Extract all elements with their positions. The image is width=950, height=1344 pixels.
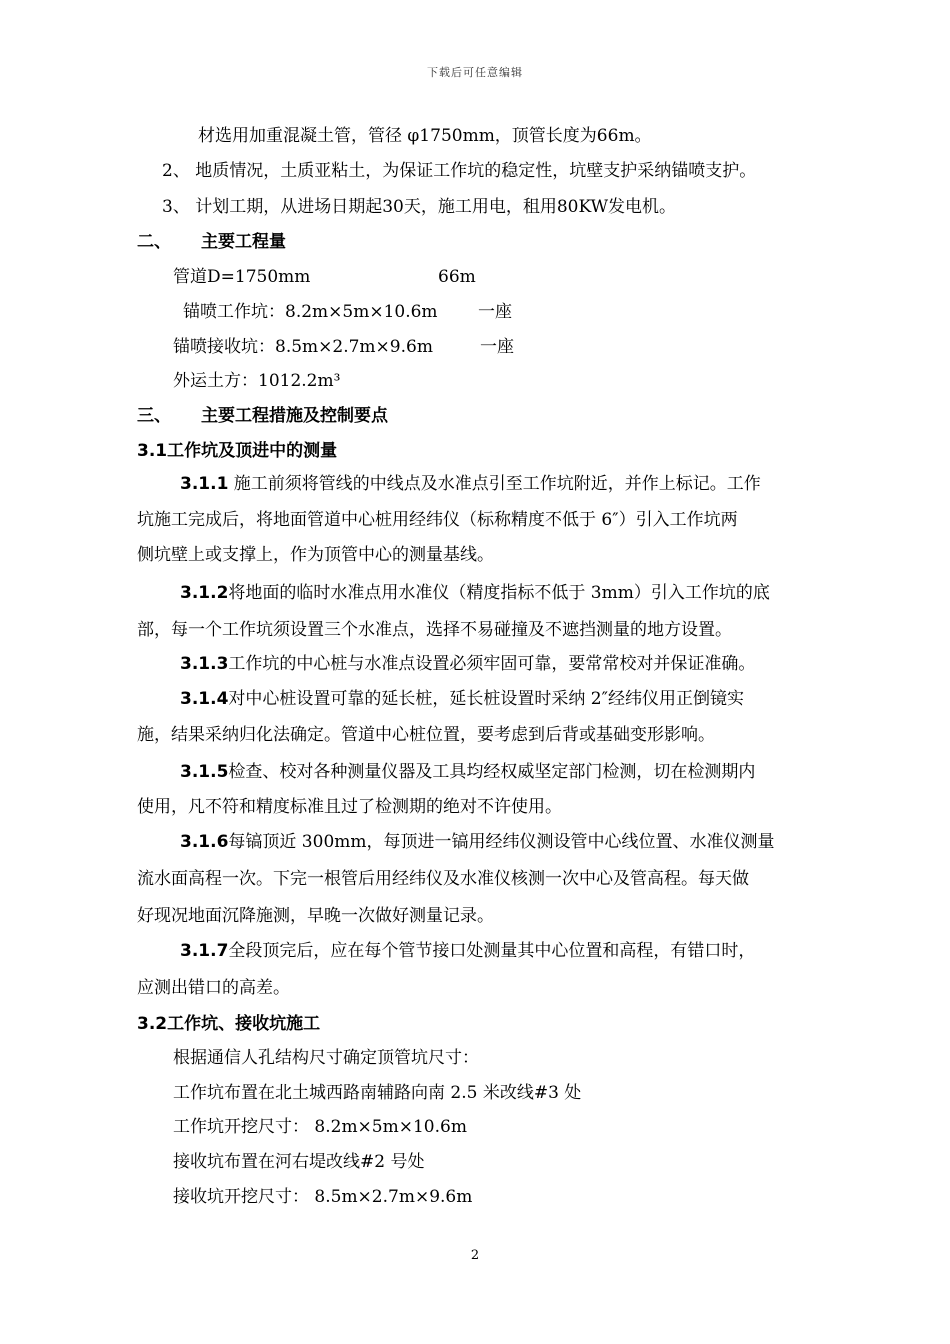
para-3-1-3-line-1: 3.1.3工作坑的中心桩与水准点设置必须牢固可靠，要常常校对并保证准确。 — [180, 654, 756, 674]
section-2-number: 二、 — [137, 232, 171, 252]
para-number: 3.1.4 — [180, 689, 229, 709]
para-3-1-7-line-1: 3.1.7全段顶完后，应在每个管节接口处测量其中心位置和高程，有错口时， — [180, 941, 756, 961]
section-3-number: 三、 — [137, 406, 171, 426]
intro-line-1: 材选用加重混凝土管，管径 φ1750mm，顶管长度为66m。 — [198, 126, 652, 146]
para-3-1-5-line-1: 3.1.5检查、校对各种测量仪器及工具均经权威坚定部门检测，切在检测期内 — [180, 762, 756, 782]
para-3-1-1-line-2: 坑施工完成后，将地面管道中心桩用经纬仪（标称精度不低于 6″）引入工作坑两 — [137, 510, 738, 530]
quantity-row-soil: 外运土方：1012.2m³ — [173, 371, 341, 391]
quantity-row-work-pit: 锚喷工作坑：8.2m×5m×10.6m — [183, 302, 438, 322]
s32-line-1: 根据通信人孔结构尺寸确定顶管坑尺寸： — [173, 1048, 479, 1068]
para-number: 3.1.7 — [180, 941, 229, 961]
para-3-1-5-line-2: 使用，凡不符和精度标准且过了检测期的绝对不许使用。 — [137, 797, 562, 817]
para-3-1-1-line-1: 3.1.1 施工前须将管线的中线点及水准点引至工作坑附近，并作上标记。工作 — [180, 474, 761, 494]
para-3-1-2-line-1: 3.1.2将地面的临时水准点用水准仪（精度指标不低于 3mm）引入工作坑的底 — [180, 583, 770, 603]
quantity-label: 管道D=1750mm — [173, 267, 311, 287]
para-3-1-4-line-1: 3.1.4对中心桩设置可靠的延长桩，延长桩设置时采纳 2″经纬仪用正倒镜实 — [180, 689, 744, 709]
para-3-1-6-line-1: 3.1.6每镐顶近 300mm，每顶进一镐用经纬仪测设管中心线位置、水准仪测量 — [180, 832, 775, 852]
intro-item-2: 2、 地质情况，土质亚粘土，为保证工作坑的稳定性，坑壁支护采纳锚喷支护。 — [162, 161, 757, 181]
quantity-row-pipe — [173, 265, 310, 289]
para-3-1-2-line-2: 部，每一个工作坑须设置三个水准点，选择不易碰撞及不遮挡测量的地方设置。 — [137, 620, 732, 640]
quantity-value-work-pit: 一座 — [478, 302, 512, 322]
section-2-title: 主要工程量 — [201, 232, 286, 252]
para-3-1-6-line-2: 流水面高程一次。下完一根管后用经纬仪及水准仪核测一次中心及管高程。每天做 — [137, 869, 749, 889]
subsection-3-1-title: 3.1工作坑及顶进中的测量 — [137, 441, 338, 461]
subsection-3-2-title: 3.2工作坑、接收坑施工 — [137, 1014, 321, 1034]
para-3-1-7-line-2: 应测出错口的高差。 — [137, 978, 290, 998]
section-3-title: 主要工程措施及控制要点 — [201, 406, 388, 426]
page-number: 2 — [470, 1248, 480, 1263]
para-number: 3.1.5 — [180, 762, 229, 782]
s32-line-2: 工作坑布置在北土城西路南辅路向南 2.5 米改线#3 处 — [173, 1083, 582, 1103]
s32-line-3: 工作坑开挖尺寸： 8.2m×5m×10.6m — [173, 1117, 467, 1137]
s32-line-5: 接收坑开挖尺寸： 8.5m×2.7m×9.6m — [173, 1187, 473, 1207]
quantity-value-pipe: 66m — [438, 267, 476, 287]
quantity-row-receive-pit: 锚喷接收坑：8.5m×2.7m×9.6m — [173, 337, 433, 357]
para-number: 3.1.1 — [180, 474, 229, 494]
section-3-heading — [137, 404, 388, 428]
para-3-1-6-line-3: 好现况地面沉降施测，早晚一次做好测量记录。 — [137, 906, 494, 926]
section-2-heading — [137, 230, 286, 254]
s32-line-4: 接收坑布置在河右堤改线#2 号处 — [173, 1152, 425, 1172]
para-3-1-1-line-3: 侧坑壁上或支撑上，作为顶管中心的测量基线。 — [137, 545, 494, 565]
para-number: 3.1.3 — [180, 654, 229, 674]
quantity-value-receive-pit: 一座 — [480, 337, 514, 357]
intro-item-3: 3、 计划工期，从进场日期起30天，施工用电，租用80KW发电机。 — [162, 197, 677, 217]
para-number: 3.1.6 — [180, 832, 229, 852]
page-header: 下载后可任意编辑 — [427, 66, 523, 79]
para-3-1-4-line-2: 施，结果采纳归化法确定。管道中心桩位置，要考虑到后背或基础变形影响。 — [137, 725, 715, 745]
para-number: 3.1.2 — [180, 583, 229, 603]
